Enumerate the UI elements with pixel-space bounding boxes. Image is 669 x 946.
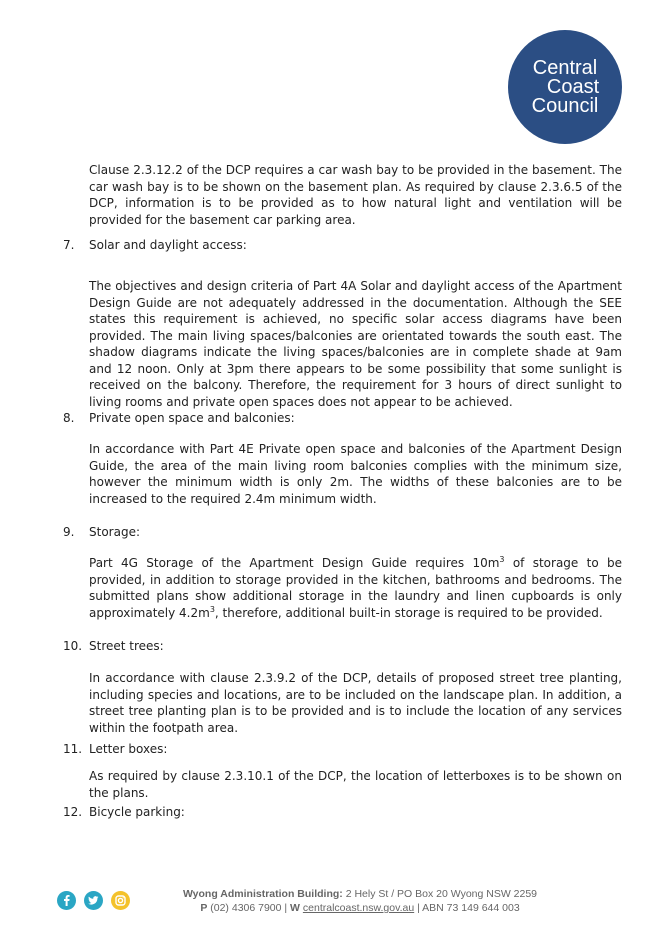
item-10-body: In accordance with clause 2.3.9.2 of the DCP, details of proposed street tree planting, including species and locations, are to be included on the landscape plan. In addition, a street tree planting plan is to be provided and is to include the location of any services within the footpath area. [89, 671, 622, 735]
item-8-body: In accordance with Part 4E Private open space and balconies of the Apartment Design Guide, the area of the main living room balconies complies with the minimum size, however the minimum width is only 2m. The widths of these balconies are to be increased to the required 2.4m minimum width. [89, 442, 622, 506]
logo-line-1: Central [532, 57, 598, 79]
item-number: 7. [63, 238, 75, 252]
footer-contact-line [150, 901, 570, 915]
facebook-icon[interactable] [57, 891, 76, 910]
phone: (02) 4306 7900 | [207, 902, 291, 914]
item-title: Storage: [89, 525, 140, 539]
item-title: Street trees: [89, 639, 164, 653]
item-number: 8. [63, 411, 75, 425]
item-number: 9. [63, 525, 75, 539]
abn: | ABN 73 149 644 003 [414, 902, 520, 914]
item-number: 10. [63, 639, 83, 653]
item-9-body: Part 4G Storage of the Apartment Design Guide requires $10m^3$ of storage to be provided, in addition to storage provided in the kitchen, bathrooms and bedrooms. The submitted plans show additional storage in the laundry and linen cupboards is only approximately $4.2m^3$, therefore, additional built-in storage is required to be provided. [89, 555, 622, 620]
building-label: Wyong Administration Building: [182, 888, 343, 900]
instagram-icon[interactable] [111, 891, 130, 910]
logo-line-3: Council [531, 95, 599, 117]
item-title: Solar and daylight access: [89, 238, 247, 252]
footer-address-line [150, 887, 570, 901]
twitter-icon[interactable] [84, 891, 103, 910]
item-number: 12. [63, 805, 83, 819]
web-label: W [290, 902, 300, 914]
council-logo [508, 30, 622, 144]
item-7-body: The objectives and design criteria of Part 4A Solar and daylight access of the Apartment Design Guide are not adequately addressed in the documentation. Although the SEE states this requirement is achieved, no specific solar access diagrams have been provided. The main living spaces/balconies are orientated towards the south east. The shadow diagrams indicate the living spaces/balconies are in complete shade at 9am and 12 noon. Only at 3pm there appears to be some possibility that some sunlight is received on the balcony. Therefore, the requirement for 3 hours of direct sunlight to living rooms and private open spaces does not appear to be achieved. [89, 279, 622, 409]
logo-line-2: Coast [546, 76, 600, 98]
item-number: 11. [63, 742, 83, 756]
social-icons [57, 891, 137, 911]
page-footer [150, 887, 570, 915]
item-11-body: As required by clause 2.3.10.1 of the DCP, the location of letterboxes is to be shown on the plans. [89, 769, 622, 800]
item-title: Private open space and balconies: [89, 411, 295, 425]
item-title: Bicycle parking: [89, 805, 185, 819]
address: 2 Hely St / PO Box 20 Wyong NSW 2259 [342, 888, 538, 900]
item-title: Letter boxes: [89, 742, 168, 756]
intro-paragraph: Clause 2.3.12.2 of the DCP requires a car wash bay to be provided in the basement. The car wash bay is to be shown on the basement plan. As required by clause 2.3.6.5 of the DCP, information is to be provided as to how natural light and ventilation will be provided for the basement car parking area. [89, 163, 622, 227]
phone-label: P [200, 902, 208, 914]
website-link[interactable]: centralcoast.nsw.gov.au [302, 902, 415, 914]
